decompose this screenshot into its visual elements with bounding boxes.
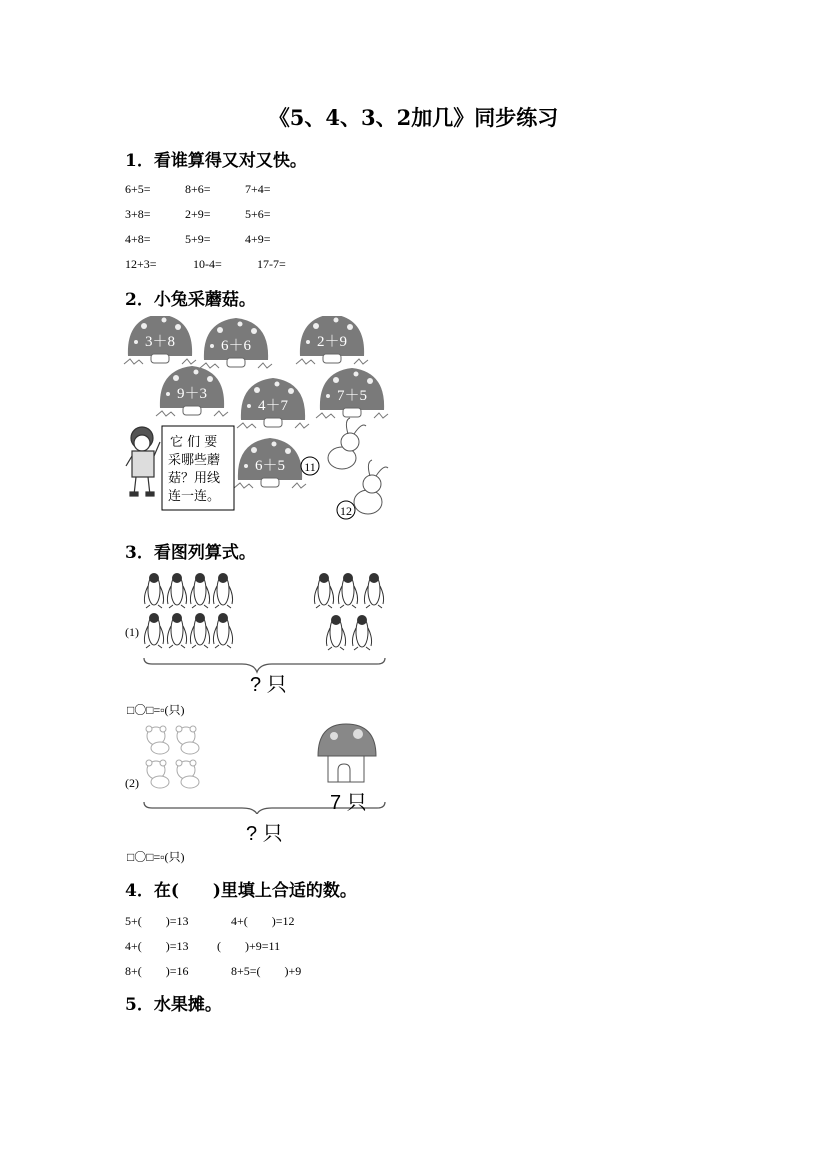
page-title: 《5、4、3、2加几》同步练习 (268, 105, 559, 130)
svg-text:6＋6: 6＋6 (220, 338, 252, 354)
q5-heading: 5．水果摊。 (125, 995, 222, 1015)
p2-total-label: ? 只 (246, 823, 283, 845)
mushroom-3 (296, 316, 368, 364)
svg-text:2＋9: 2＋9 (316, 334, 348, 350)
mushroom-2 (200, 318, 272, 368)
q4-item: 8+( )=16 (125, 964, 189, 978)
mushroom-6 (316, 368, 388, 418)
q4-exercises (125, 912, 425, 982)
p1-label: (1) (125, 625, 139, 639)
svg-text:7＋5: 7＋5 (336, 388, 368, 404)
q1-item: 17-7= (257, 257, 286, 271)
mushroom-house (318, 724, 376, 782)
q1-item: 6+5= (125, 182, 151, 196)
p1-formula: □〇□=▫(只) (127, 703, 185, 717)
q1-item: 4+8= (125, 232, 151, 246)
speech-line: 它 们 要 (170, 435, 218, 450)
q1-exercises (125, 182, 425, 272)
p2-house-count: 7 只 (330, 792, 367, 814)
q4-item: 8+5=( )+9 (231, 964, 302, 978)
mushroom-4 (156, 366, 228, 416)
q4-item: 5+( )=13 (125, 914, 189, 928)
q1-item: 7+4= (245, 182, 271, 196)
q1-heading: 1．看谁算得又对又快。 (125, 151, 307, 171)
q4-item: 4+( )=13 (125, 939, 189, 953)
p1-total-label: ? 只 (250, 674, 287, 696)
q3-heading: 3．看图列算式。 (125, 543, 256, 563)
q1-item: 5+9= (185, 232, 211, 246)
q4-item: ( )+9=11 (217, 939, 281, 953)
q1-item: 10-4= (193, 257, 222, 271)
rabbit-11 (301, 418, 366, 475)
q1-item: 8+6= (185, 182, 211, 196)
q1-item: 2+9= (185, 207, 211, 221)
speech-line: 采哪些蘑 (168, 453, 221, 468)
penguin-group-left (144, 573, 232, 648)
svg-text:6＋5: 6＋5 (254, 458, 286, 474)
q1-item: 3+8= (125, 207, 151, 221)
p2-formula: □〇□=▫(只) (127, 850, 185, 864)
q4-item: 4+( )=12 (231, 914, 295, 928)
svg-text:12: 12 (340, 504, 352, 518)
svg-text:9＋3: 9＋3 (176, 386, 208, 402)
svg-text:3＋8: 3＋8 (144, 334, 176, 350)
mushroom-1 (124, 316, 196, 364)
bear-group (146, 726, 199, 788)
svg-text:11: 11 (304, 460, 316, 474)
q2-heading: 2．小兔采蘑菇。 (125, 290, 256, 310)
mushroom-7 (234, 438, 306, 488)
speech-line: 连一连。 (168, 489, 221, 504)
q4-heading: 4．在( )里填上合适的数。 (125, 881, 357, 901)
penguin-group-right (314, 573, 383, 650)
speech-line: 菇？用线 (168, 471, 221, 486)
mushroom-5 (237, 378, 309, 428)
svg-text:4＋7: 4＋7 (257, 398, 289, 414)
boy-figure (126, 427, 160, 496)
mushroom-picture (120, 316, 400, 526)
p2-label: (2) (125, 776, 139, 790)
q1-item: 5+6= (245, 207, 271, 221)
q1-item: 12+3= (125, 257, 157, 271)
q1-item: 4+9= (245, 232, 271, 246)
